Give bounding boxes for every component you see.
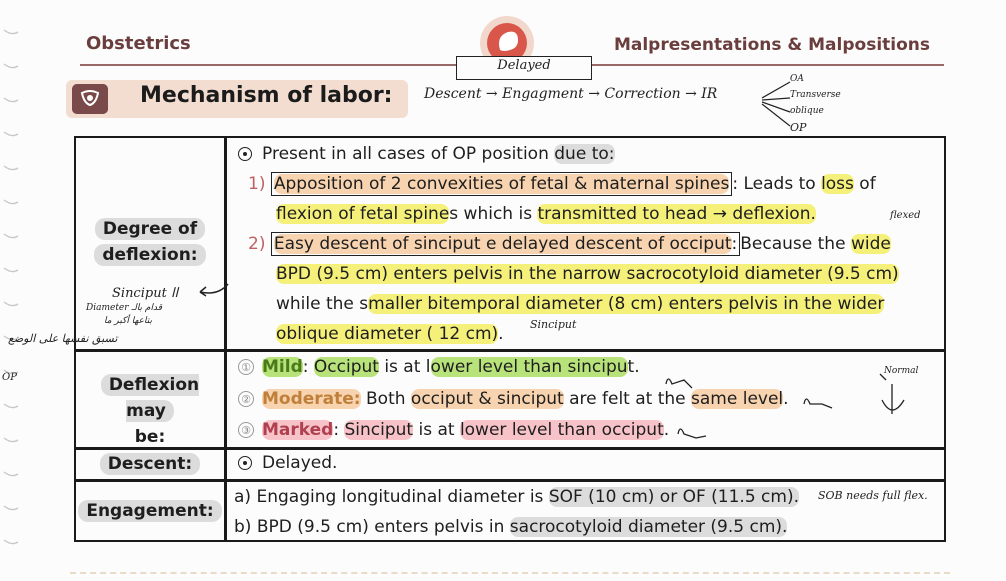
sinciput-handnote-2: Sinciput [530,318,577,331]
bullet-icon [238,456,252,470]
arabic-handnote-2: تسبق نفسها على الوضع [8,332,118,345]
arabic-handnote-1: بتاعها أكبر ما [104,316,152,326]
branch-op: OP [790,121,807,134]
degree-point-2-line-2: BPD (9.5 cm) enters pelvis in the narrow sacrocotyloid diameter (9.5 cm) [276,264,899,284]
branch-oblique: oblique [790,106,824,116]
delayed-annotation-box: Delayed [456,56,592,80]
degree-point-1: 1) Apposition of 2 convexities of fetal & maternal spines : Leads to loss of [248,174,876,194]
flexed-handnote: flexed [890,210,921,221]
notebook-spiral [0,0,22,581]
degree-point-2-line-3: while the smaller bitemporal diameter (8 cm) enters pelvis in the wider [276,294,885,314]
uterus-icon [72,84,108,114]
engagement-a: a) Engaging longitudinal diameter is SOF (10 cm) or OF (11.5 cm). [234,487,799,507]
degree-label: Degree of deflexion: [76,216,224,268]
sinciput-handnote: Sinciput اا [112,286,179,301]
degree-intro: Present in all cases of OP position due to: [238,144,615,164]
degree-point-2: 2) Easy descent of sinciput e delayed descent of occiput: Because the wide [248,234,891,254]
topic-header: Malpresentations & Malpositions [613,35,930,55]
branch-oa: OA [790,74,804,84]
diameter-handnote: Diameter قدام بالـ [86,303,163,313]
descent-value: Delayed. [238,453,337,473]
head-position-sketches-icon [664,360,914,444]
degree-point-2-line-4: oblique diameter ( 12 cm). [276,324,504,344]
row-divider-1 [74,349,946,352]
normal-handnote: Normal [884,366,919,376]
deflexion-label: Deflexion may be: [76,372,224,450]
easy-descent-box: Easy descent of sinciput e delayed descent of occiput: [271,232,740,256]
page-title: Mechanism of labor: [140,83,393,108]
mechanism-flow-note: Descent → Engagment → Correction → IR [424,86,718,102]
deflexion-mild: ① Mild: Occiput is at lower level than sinciput. [238,357,640,377]
subject-header: Obstetrics [86,33,191,54]
engagement-label: Engagement: [76,498,224,524]
deflexion-marked: ③ Marked: Sinciput is at lower level than occiput. [238,420,669,440]
engagement-b: b) BPD (9.5 cm) enters pelvis in sacrocotyloid diameter (9.5 cm). [234,517,788,537]
branch-transverse: Transverse [790,90,841,100]
handdrawn-arrow-icon [196,280,230,298]
apposition-box: Apposition of 2 convexities of fetal & maternal spines [271,172,732,196]
sob-handnote: SOB needs full flex. [818,489,928,502]
page-bottom-divider [70,572,950,574]
degree-point-1-line-2: flexion of fetal spines which is transmitted to head → deflexion. [276,204,816,224]
bullet-icon [238,147,252,161]
descent-label: Descent: [76,451,224,477]
row-divider-3 [74,479,946,482]
deflexion-moderate: ② Moderate: Both occiput & sinciput are felt at the same level. [238,389,789,409]
arabic-handnote-op: OP [2,372,17,383]
